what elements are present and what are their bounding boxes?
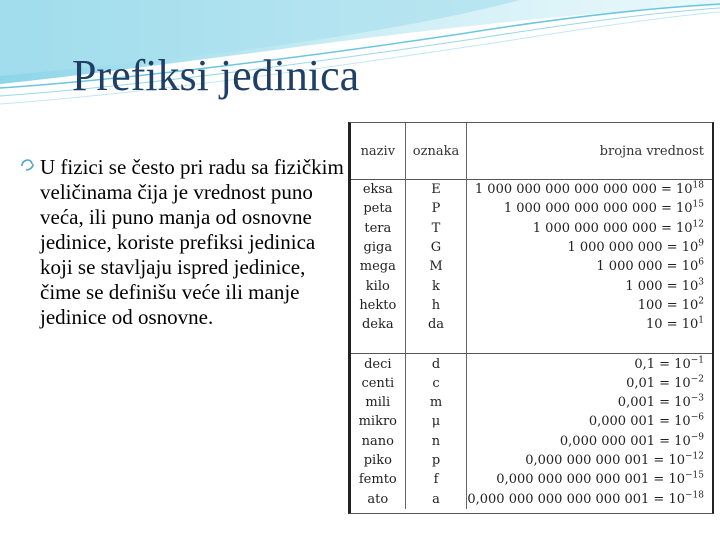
prefix-symbol: p (405, 451, 467, 470)
table-row (351, 451, 712, 470)
prefix-name: mega (351, 257, 405, 276)
prefix-symbol: T (405, 219, 467, 238)
prefix-exponent: 2 (698, 296, 704, 307)
prefix-exponent: 9 (698, 238, 704, 249)
prefix-name: centi (351, 374, 405, 393)
header-oznaka: oznaka (405, 123, 467, 180)
prefix-value (467, 451, 712, 470)
prefix-value-text: 1 000 000 000 = 10 (567, 240, 699, 256)
prefix-name: deka (351, 315, 405, 334)
spacer-cell (351, 334, 405, 354)
prefix-value (467, 180, 712, 200)
prefix-exponent: −15 (685, 470, 704, 481)
table-row (351, 257, 712, 276)
table-header-row (351, 123, 712, 180)
prefix-name: femto (351, 470, 405, 489)
prefix-exponent: −6 (690, 413, 704, 424)
table-row (351, 393, 712, 412)
prefix-symbol: n (405, 432, 467, 451)
table-row (351, 489, 712, 508)
bullet-paragraph (20, 155, 345, 330)
prefix-value (467, 412, 712, 431)
prefix-symbol: M (405, 257, 467, 276)
prefix-exponent: 3 (698, 277, 704, 288)
prefix-value (467, 354, 712, 374)
header-naziv: naziv (351, 123, 405, 180)
prefix-symbol: da (405, 315, 467, 334)
prefix-symbol: G (405, 238, 467, 257)
prefix-symbol: μ (405, 412, 467, 431)
prefix-name: mikro (351, 412, 405, 431)
prefix-value-text: 1 000 000 000 000 000 000 = 10 (474, 182, 693, 198)
prefix-value (467, 276, 712, 295)
prefix-exponent: −9 (690, 432, 704, 443)
prefix-exponent: 12 (692, 219, 704, 230)
prefix-symbol: m (405, 393, 467, 412)
prefix-name: giga (351, 238, 405, 257)
table-row (351, 199, 712, 218)
prefix-name: tera (351, 219, 405, 238)
prefix-exponent: −1 (690, 355, 704, 366)
prefix-value-text: 0,000 000 000 000 000 001 = 10 (467, 491, 685, 507)
prefix-symbol: h (405, 296, 467, 315)
table-row (351, 238, 712, 257)
prefix-value (467, 393, 712, 412)
prefix-symbol: E (405, 180, 467, 200)
prefix-value (467, 374, 712, 393)
prefix-value (467, 489, 712, 508)
prefix-exponent: −12 (685, 451, 704, 462)
prefix-value (467, 470, 712, 489)
prefix-value-text: 0,000 000 000 001 = 10 (525, 453, 685, 468)
table-row (351, 354, 712, 374)
header-brojna-vrednost: brojna vrednost (599, 143, 704, 159)
prefix-value-text: 1 000 000 = 10 (596, 259, 699, 275)
table-row (351, 276, 712, 295)
prefix-name: hekto (351, 296, 405, 315)
prefix-exponent: 15 (692, 200, 704, 211)
prefix-name: piko (351, 451, 405, 470)
table-row (351, 180, 712, 200)
prefix-value-text: 100 = 10 (637, 297, 699, 313)
table-row (351, 315, 712, 334)
prefix-value (467, 238, 712, 257)
prefix-name: mili (351, 393, 405, 412)
prefix-name: peta (351, 199, 405, 218)
prefix-symbol: P (405, 199, 467, 218)
prefix-exponent: −2 (690, 374, 704, 385)
prefix-name: kilo (351, 276, 405, 295)
bullet-icon (20, 158, 38, 176)
prefix-exponent: 6 (698, 258, 704, 268)
prefix-exponent: 18 (692, 180, 704, 191)
table-row (351, 432, 712, 451)
prefix-value (467, 199, 712, 218)
prefix-value-text: 0,001 = 10 (617, 395, 691, 411)
prefix-symbol: k (405, 276, 467, 295)
prefix-name: eksa (351, 180, 405, 200)
prefix-value (467, 296, 712, 315)
prefix-value-text: 0,000 000 000 000 001 = 10 (496, 472, 685, 488)
prefix-name: deci (351, 354, 405, 374)
table-row (351, 412, 712, 431)
table-row (351, 296, 712, 315)
prefix-symbol: a (405, 489, 467, 508)
prefix-value-text: 10 = 10 (646, 317, 699, 333)
prefix-symbol: c (405, 374, 467, 393)
table-spacer-row (351, 334, 712, 354)
prefix-value (467, 219, 712, 238)
prefix-table (348, 122, 714, 514)
prefix-value (467, 257, 712, 276)
prefix-exponent: −18 (685, 490, 704, 501)
prefix-symbol: f (405, 470, 467, 489)
prefix-exponent: −3 (690, 393, 704, 404)
prefix-value (467, 432, 712, 451)
bullet-text: U fizici se često pri radu sa fizičkim veličinama čija je vrednost puno veća, ili puno manja od osnovne jedinice, koriste prefiksi jedinica koji se stavljaju ispred jedinice, čime se definišu veće ili manje jedinice od osnovne. (40, 155, 344, 329)
table-row (351, 374, 712, 393)
prefix-value-text: 0,01 = 10 (626, 375, 691, 391)
prefix-value-text: 0,000 001 = 10 (588, 414, 691, 430)
prefix-value-text: 1 000 000 000 000 = 10 (532, 220, 693, 236)
prefix-value-text: 0,000 000 001 = 10 (559, 433, 691, 449)
prefix-symbol: d (405, 354, 467, 374)
prefix-exponent: 1 (698, 315, 704, 326)
table-row (351, 470, 712, 489)
prefix-value-text: 1 000 000 000 000 000 = 10 (503, 201, 693, 217)
prefix-value-text: 0,1 = 10 (634, 356, 691, 372)
page-title: Prefiksi jedinica (72, 51, 360, 100)
spacer-cell (405, 334, 467, 354)
table-row (351, 219, 712, 238)
prefix-value (467, 315, 712, 334)
prefix-name: ato (351, 489, 405, 508)
prefix-name: nano (351, 432, 405, 451)
prefix-value-text: 1 000 = 10 (625, 278, 699, 294)
spacer-cell (467, 334, 712, 354)
